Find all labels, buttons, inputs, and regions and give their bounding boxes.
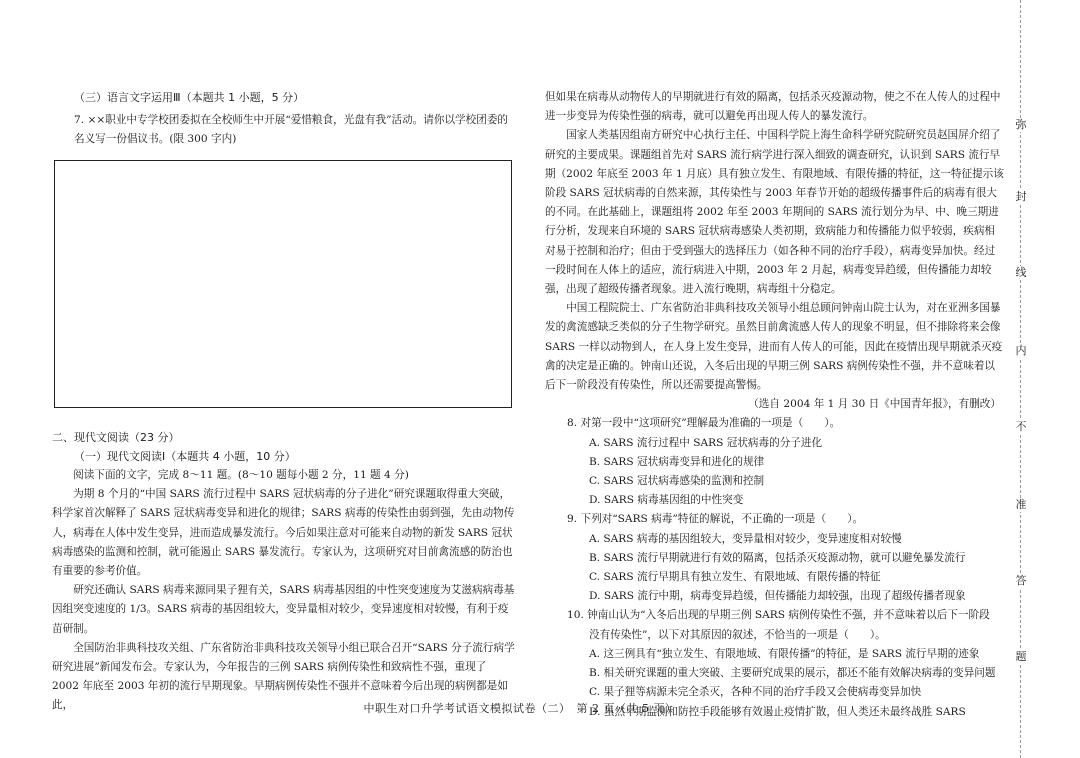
- seal-char-6: 准: [1013, 498, 1029, 512]
- question-9-option-c: C. SARS 流行早期具有独立发生、有限地域、有限传播的特征: [589, 571, 881, 584]
- seal-char-4: 内: [1013, 344, 1029, 358]
- sub-heading-modern-reading-1: （一）现代文阅读Ⅰ（本题共 4 小题，10 分）: [74, 449, 296, 463]
- seal-char-8: 题: [1013, 650, 1029, 664]
- binding-seal-line: [1020, 0, 1022, 758]
- question-8-option-b: B. SARS 冠状病毒变异和进化的规律: [589, 455, 765, 468]
- passage-paragraph-1: 为期 8 个月的“中国 SARS 流行过程中 SARS 冠状病毒的分子进化”研究课题取得重大突破，科学家首次解释了 SARS 冠状病毒变异和进化的规律；SARS 病毒的传染性由弱到强，先由动物传人，病毒在人体中发生变异，进而造成暴发流行。今后如果注意对可能来自动物的新发 SARS 冠状病毒感染的监测和控制，就可能遏止 SARS 暴发流行。专家认为，这项研究对目前禽流感的防治也有重要的参考价值。: [52, 488, 515, 578]
- question-10-option-c: C. 果子狸等病源未完全杀灭，各种不同的治疗手段又会使病毒变异加快: [589, 686, 922, 699]
- question-9: [545, 510, 1005, 606]
- seal-char-2: 封: [1013, 190, 1029, 204]
- question-9-option-a: A. SARS 病毒的基因组较大，变异量相对较少，变异速度相对较慢: [589, 532, 902, 545]
- question-9-option-d: D. SARS 流行中期，病毒变异趋缓，但传播能力却较强，出现了超级传播者现象: [589, 590, 966, 603]
- right-column: [545, 88, 1005, 722]
- question-10-option-b: B. 相关研究课题的重大突破、主要研究成果的展示，都还不能有效解决病毒的变异问题: [589, 667, 996, 680]
- page-footer: 中职生对口升学考试语文模拟试卷（二） 第 2 页（共 5 页）: [363, 702, 677, 715]
- question-10-stem-line-2: 没有传染性”，以下对其原因的叙述，不恰当的一项是（ ）。: [589, 628, 886, 641]
- section-heading-modern-reading: 二、现代文阅读（23 分）: [52, 430, 180, 444]
- seal-char-7: 答: [1013, 574, 1029, 588]
- passage-paragraph-4: 国家人类基因组南方研究中心执行主任、中国科学院上海生命科学研究院研究员赵国屏介绍了研究的主要成果。课题组首先对 SARS 流行病学进行深入细致的调查研究，认识到 SARS 流行早期（2002 年底至 2003 年 1 月底）具有独立发生、有限地域、有限传播的特征，这一特征提示该阶段 SARS 冠状病毒的自然来源，其传染性与 2003 年春节开始的超级传播事件后的病毒有很大的不同。在此基础上，课题组将 2002 年至 2003 年期间的 SARS 流行划分为早、中、晚三期进行分析，发现来自环境的 SARS 冠状病毒感染人类初期，致病能力和传播能力似乎较弱，疾病相对易于控制和治疗；但由于受到强大的选择压力（如各种不同的治疗手段），病毒变异加快。经过一段时间在人体上的适应，流行病进入中期，2003 年 2 月起，病毒变异趋缓，但传播能力却较强，出现了超级传播者现象。进入流行晚期，病毒组十分稳定。: [545, 129, 1004, 296]
- question-8-option-d: D. SARS 病毒基因组的中性突变: [589, 494, 744, 507]
- question-8-option-c: C. SARS 冠状病毒感染的监测和控制: [589, 475, 765, 488]
- passage-source: （选自 2004 年 1 月 30 日《中国青年报》，有删改）: [748, 398, 1001, 411]
- question-9-options: [567, 530, 1005, 607]
- passage-paragraph-5: 中国工程院院士、广东省防治非典科技攻关领导小组总顾问钟南山院士认为，对在亚洲多国暴发的禽流感缺乏类似的分子生物学研究。虽然目前禽流感人传人的现象不明显，但不排除将来会像 SARS 一样以动物到人，在人身上发生变异，进而有人传人的可能，因此在疫情出现早期就杀灭疫禽的决定是正确的。钟南山还说，入冬后出现的早期三例 SARS 病例传染性不强，并不意味着以后下一阶段没有传染性，所以还需要提高警惕。: [545, 302, 1003, 392]
- passage-paragraph-3-continued: 但如果在病毒从动物传人的早期就进行有效的隔离，包括杀灭疫源动物，使之不在人传人的过程中进一步变异为传染性强的病毒，就可以避免再出现人传人的暴发流行。: [545, 91, 1001, 123]
- section-heading-language-use-3: （三）语言文字运用Ⅲ（本题共 1 小题，5 分）: [74, 91, 305, 104]
- question-8-options: [567, 434, 1005, 511]
- question-7: 7. ××职业中专学校团委拟在全校师生中开展“爱惜粮食，光盘有我”活动。请你以学校团委的名义写一份倡议书。(限 300 字内): [74, 114, 509, 146]
- answer-writing-box[interactable]: [54, 160, 512, 408]
- question-8-stem: 8. 对第一段中“这项研究”理解最为准确的一项是（ ）。: [567, 417, 841, 430]
- reading-instructions: 阅读下面的文字，完成 8～11 题。(8～10 题每小题 2 分，11 题 4 分): [73, 469, 409, 482]
- question-8: [545, 414, 1005, 510]
- seal-char-3: 线: [1013, 266, 1029, 280]
- seal-char-5: 不: [1013, 420, 1029, 434]
- question-10-option-d: D. 虽然早期监测和防控手段能够有效遏止疫情扩散，但人类还未最终战胜 SARS: [589, 705, 966, 718]
- passage-paragraph-2: 研究还确认 SARS 病毒来源同果子狸有关，SARS 病毒基因组的中性突变速度为艾滋病病毒基因组突变速度的 1/3。SARS 病毒的基因组较大，变异量相对较少，变异速度相对较慢，有利于疫苗研制。: [52, 584, 515, 635]
- question-10-stem-line-1: 10. 钟南山认为“入冬后出现的早期三例 SARS 病例传染性不强，并不意味着以后下一阶段: [567, 609, 990, 622]
- question-10-option-a: A. 这三例具有“独立发生、有限地域、有限传播”的特征，是 SARS 流行早期的迹象: [589, 647, 980, 660]
- seal-char-1: 弥: [1013, 118, 1029, 132]
- question-9-stem: 9. 下列对“SARS 病毒”特征的解说，不正确的一项是（ ）。: [567, 513, 864, 526]
- passage-paragraph-3: 全国防治非典科技攻关组、广东省防治非典科技攻关领导小组已联合召开“SARS 分子流行病学研究进展”新闻发布会。专家认为，今年报告的三例 SARS 病例传染性和致病性不强，重现了 2002 年底至 2003 年初的流行早期现象。早期病例传染性不强并不意味着今后出现的病例都是如此，: [52, 641, 515, 712]
- question-8-option-a: A. SARS 流行过程中 SARS 冠状病毒的分子进化: [589, 436, 823, 449]
- question-9-option-b: B. SARS 流行早期就进行有效的隔离，包括杀灭疫源动物，就可以避免暴发流行: [589, 551, 966, 564]
- left-column: [52, 88, 516, 716]
